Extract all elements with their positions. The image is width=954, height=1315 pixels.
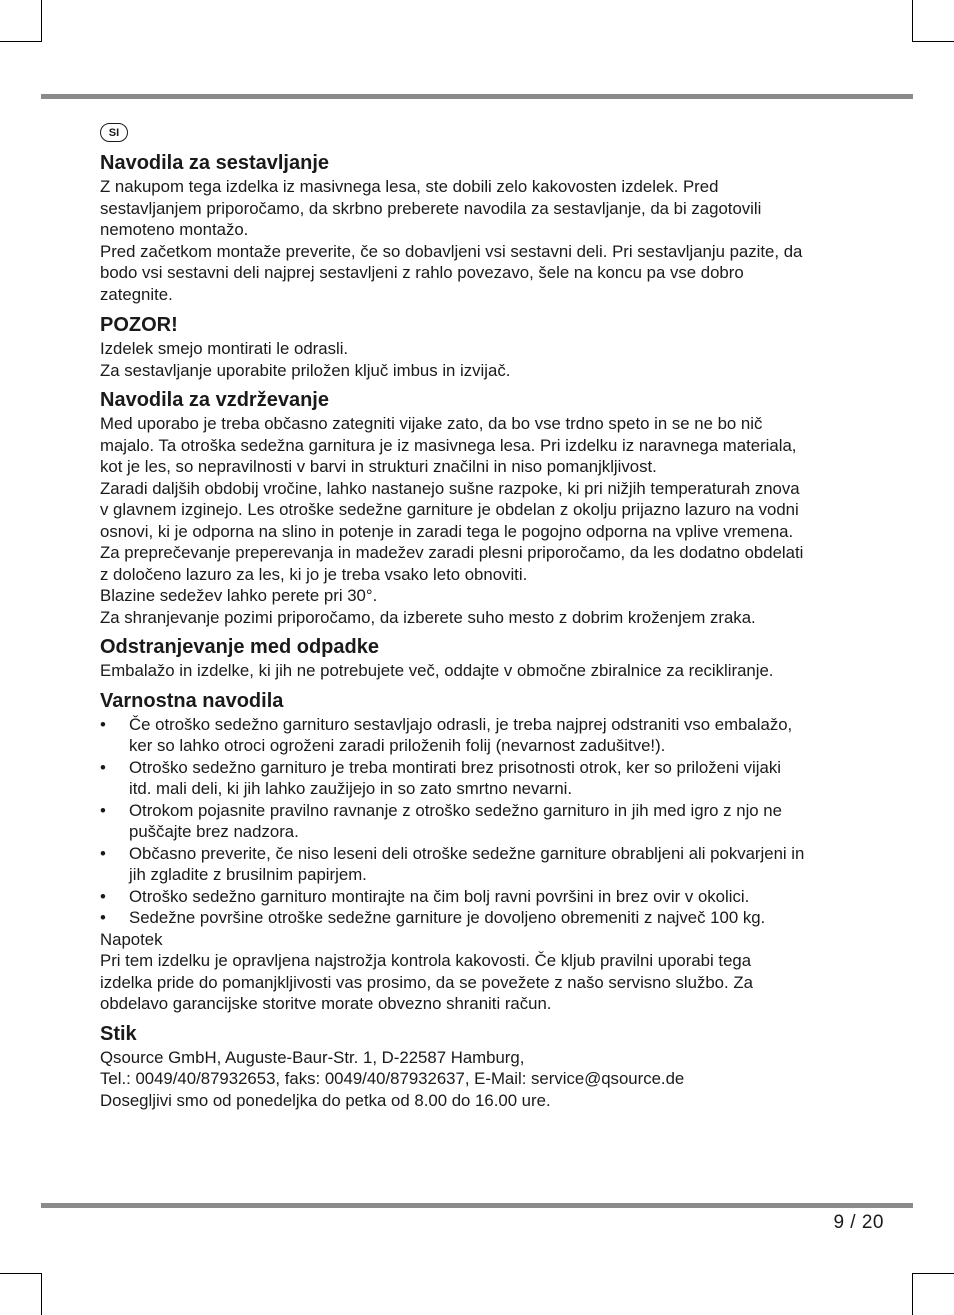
list-item-line: Če otroško sedežno garnituro sestavljajo odrasli, je treba najprej odstraniti vso embalažo,: [129, 714, 793, 734]
paragraph-line: Dosegljivi smo od ponedeljka do petka od 8.00 do 16.00 ure.: [100, 1090, 551, 1110]
crop-mark: [41, 0, 42, 42]
list-item: [100, 757, 890, 800]
paragraph-line: Za shranjevanje pozimi priporočamo, da izberete suho mesto z dobrim kroženjem zraka.: [100, 607, 756, 627]
paragraph-line: Embalažo in izdelke, ki jih ne potrebujete več, oddajte v območne zbiralnice za recikliranje.: [100, 661, 774, 680]
paragraph-line: Z nakupom tega izdelka iz masivnega lesa, ste dobili zelo kakovosten izdelek. Pred: [100, 177, 719, 196]
paragraph-line: Pri tem izdelku je opravljena najstrožja kontrola kakovosti. Če kljub pravilni uporabi tega: [100, 951, 752, 970]
paragraph-line: sestavljanjem priporočamo, da skrbno preberete navodila za sestavljanje, da bi zagotovili: [100, 198, 762, 218]
section-heading: Varnostna navodila: [100, 689, 284, 712]
paragraph-line: Pred začetkom montaže preverite, če so dobavljeni vsi sestavni deli. Pri sestavljanju pazite, da: [100, 241, 803, 261]
list-item: [100, 886, 890, 908]
paragraph-line: Zaradi daljših obdobij vročine, lahko nastanejo sušne razpoke, ki pri nižjih temperaturah znova: [100, 478, 800, 498]
top-rule: [41, 94, 913, 99]
list-item-line: itd. mali deli, ki jih lahko zaužijejo in so zato smrtno nevarni.: [129, 779, 573, 798]
section-heading: Odstranjevanje med odpadke: [100, 636, 379, 658]
paragraph-line: nemoteno montažo.: [100, 220, 249, 239]
bullet-marker: •: [100, 843, 106, 863]
paragraph-line: Za preprečevanje preperevanja in madežev zaradi plesni priporočamo, da les dodatno obdelati: [100, 543, 804, 562]
paragraph-line: Izdelek smejo montirati le odrasli.: [100, 339, 349, 358]
list-item: [100, 843, 890, 886]
document-body: [100, 150, 890, 1117]
section-heading: Stik: [100, 1022, 137, 1045]
bullet-marker: •: [100, 908, 106, 927]
list-item-line: puščajte brez nadzora.: [129, 822, 299, 841]
crop-mark: [912, 1273, 913, 1315]
section-disposal: [100, 634, 890, 682]
list-item: [100, 800, 890, 843]
section-safety: [100, 688, 890, 1015]
bottom-rule: [41, 1203, 913, 1208]
paragraph-line: z določeno lazuro za les, ki jo je treba vsako leto obnoviti.: [100, 564, 528, 584]
paragraph-line: Med uporabo je treba občasno zategniti vijake zato, da bo vse trdno speto in se ne bo nič: [100, 414, 763, 433]
paragraph-line: izdelka pride do pomanjkljivosti vas prosimo, da se povežete z našo servisno službo. Za: [100, 972, 753, 992]
paragraph-line: Tel.: 0049/40/87932653, faks: 0049/40/87932637, E-Mail: service@qsource.de: [100, 1069, 685, 1088]
crop-mark: [41, 1273, 42, 1315]
bullet-marker: •: [100, 757, 106, 777]
section-heading: Navodila za vzdrževanje: [100, 389, 329, 411]
list-item-line: jih zgladite z brusilnim papirjem.: [129, 865, 367, 884]
paragraph-line: kot je les, so nepravilnosti v barvi in strukturi značilni in niso pomanjkljivost.: [100, 457, 657, 476]
section-caution: [100, 312, 890, 381]
list-item-line: Otrokom pojasnite pravilno ravnanje z otroško sedežno garnituro in jih med igro z njo ne: [129, 800, 782, 820]
list-item-line: ker so lahko otroci ogroženi zaradi priloženih folij (nevarnost zadušitve!).: [129, 736, 666, 755]
crop-mark: [0, 1273, 42, 1274]
paragraph-line: v glavnem izginejo. Les otroške sedežne garniture je obdelan z okolju prijazno lazuro na vodni: [100, 500, 799, 519]
paragraph-line: obdelavo garancijske storitve morate obvezno shraniti račun.: [100, 994, 552, 1013]
section-assembly: [100, 150, 890, 305]
safety-list: [100, 714, 890, 929]
bullet-marker: •: [100, 800, 106, 820]
paragraph-line: Za sestavljanje uporabite priložen ključ imbus in izvijač.: [100, 360, 511, 380]
bullet-marker: •: [100, 714, 106, 734]
paragraph-line: Blazine sedežev lahko perete pri 30°.: [100, 586, 378, 605]
section-maintenance: [100, 387, 890, 628]
section-heading: POZOR!: [100, 314, 178, 336]
list-item-line: Otroško sedežno garnituro montirajte na čim bolj ravni površini in brez ovir v okolici.: [129, 886, 750, 906]
paragraph-line: bodo vsi sestavni deli najprej sestavljeni z rahlo povezavo, šele na koncu pa vse dobro: [100, 263, 744, 282]
language-badge: SI: [100, 123, 128, 142]
paragraph-line: Qsource GmbH, Auguste-Baur-Str. 1, D-22587 Hamburg,: [100, 1047, 525, 1067]
paragraph-line: Napotek: [100, 929, 163, 949]
bullet-marker: •: [100, 886, 106, 906]
crop-mark: [0, 41, 42, 42]
list-item-line: Občasno preverite, če niso leseni deli otroške sedežne garniture obrabljeni ali pokvarjeni in: [129, 843, 805, 863]
paragraph-line: osnovi, ki je odporna na slino in potenje in zaradi tega le pogojno odporna na vplive vremena.: [100, 521, 794, 541]
section-contact: [100, 1021, 890, 1112]
paragraph-line: majalo. Ta otroška sedežna garnitura je iz masivnega lesa. Pri izdelku iz naravnega materiala,: [100, 435, 797, 455]
paragraph-line: zategnite.: [100, 284, 173, 304]
list-item-line: Sedežne površine otroške sedežne garniture je dovoljeno obremeniti z največ 100 kg.: [129, 908, 766, 927]
list-item-line: Otroško sedežno garnituro je treba montirati brez prisotnosti otrok, ker so priloženi vijaki: [129, 757, 781, 777]
crop-mark: [912, 0, 913, 42]
list-item: [100, 714, 890, 757]
list-item: [100, 907, 890, 929]
crop-mark: [912, 1273, 954, 1274]
page-number: 9 / 20: [833, 1212, 884, 1233]
crop-mark: [912, 41, 954, 42]
section-heading: Navodila za sestavljanje: [100, 152, 330, 174]
